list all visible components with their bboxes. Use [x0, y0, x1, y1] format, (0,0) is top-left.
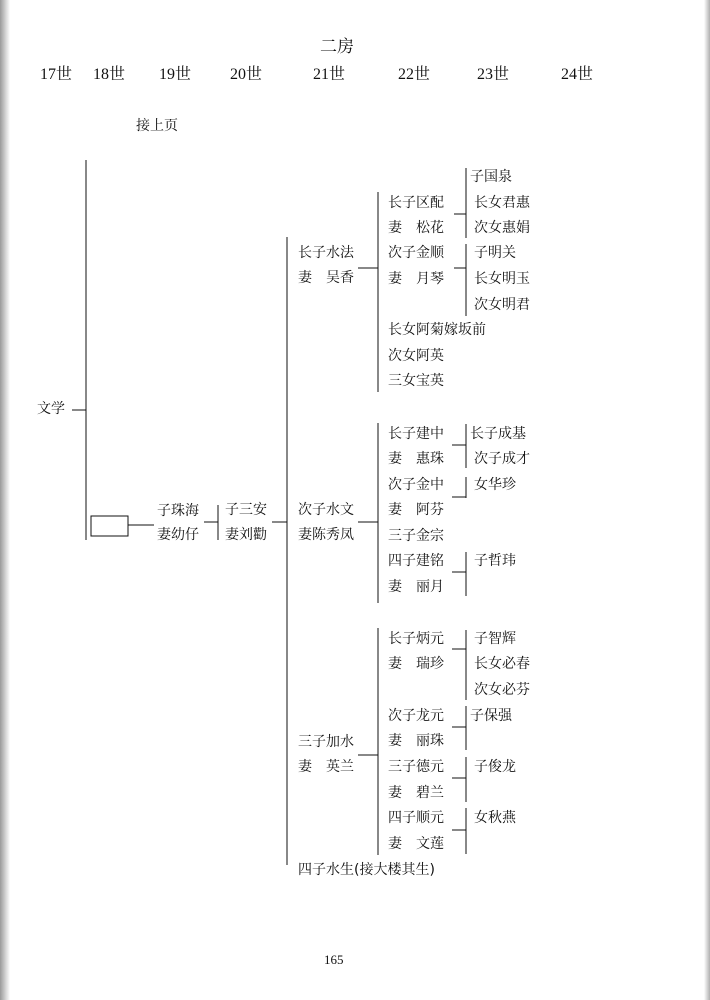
- page-number: 165: [324, 952, 344, 967]
- b1-c1-grandchild-3: 次女惠娟: [474, 220, 530, 236]
- b1-c2-grandchild-1: 子明关: [474, 245, 516, 261]
- branch-3-spouse: 妻 英兰: [298, 759, 354, 775]
- b1-child-5-name: 三女宝英: [388, 373, 444, 389]
- branch-1-name: 长子水法: [298, 245, 354, 261]
- branch-3-name: 三子加水: [298, 734, 354, 750]
- b2-child-2-spouse: 妻 阿芬: [388, 502, 444, 518]
- b3-c1-grandchild-2: 长女必春: [474, 656, 530, 672]
- generation-label-22: 22世: [398, 66, 431, 83]
- b1-c2-grandchild-2: 长女明玉: [474, 271, 530, 287]
- b1-child-1-spouse: 妻 松花: [388, 220, 444, 236]
- b1-child-2-name: 次子金顺: [388, 245, 444, 261]
- b2-c4-grandchild-1: 子哲玮: [474, 553, 516, 569]
- b3-child-4-spouse: 妻 文莲: [388, 836, 444, 852]
- b3-c1-grandchild-1: 子智辉: [474, 631, 516, 647]
- b3-child-1-name: 长子炳元: [388, 631, 444, 647]
- b1-child-4-name: 次女阿英: [388, 348, 444, 364]
- b3-c1-grandchild-3: 次女必芬: [474, 682, 530, 698]
- page-title: 二房: [320, 37, 354, 57]
- b2-child-3-name: 三子金宗: [388, 528, 444, 544]
- generation-label-19: 19世: [159, 66, 192, 83]
- b2-c1-grandchild-1: 长子成基: [470, 426, 526, 442]
- branch-2-name: 次子水文: [298, 502, 354, 518]
- b3-child-3-name: 三子德元: [388, 759, 444, 775]
- b3-child-4-name: 四子顺元: [388, 810, 444, 826]
- b2-child-1-spouse: 妻 惠珠: [388, 451, 444, 467]
- branch-2-spouse: 妻陈秀凤: [298, 527, 354, 543]
- generation-label-18: 18世: [93, 66, 126, 83]
- generation-label-24: 24世: [561, 66, 594, 83]
- b3-c4-grandchild-1: 女秋燕: [474, 810, 516, 826]
- b3-c2-grandchild-1: 子保强: [470, 708, 512, 724]
- b1-c1-grandchild-2: 长女君惠: [474, 195, 530, 211]
- b3-child-2-spouse: 妻 丽珠: [388, 733, 444, 749]
- b3-child-3-spouse: 妻 碧兰: [388, 785, 444, 801]
- b1-c1-grandchild-1: 子国泉: [470, 169, 512, 185]
- b3-child-2-name: 次子龙元: [388, 708, 444, 724]
- b2-child-4-name: 四子建铭: [388, 553, 444, 569]
- b3-child-1-spouse: 妻 瑞珍: [388, 656, 444, 672]
- branch-4-name: 四子水生(接大楼其生): [298, 862, 435, 878]
- generation-label-23: 23世: [477, 66, 510, 83]
- continued-note: 接上页: [136, 118, 178, 134]
- b2-c1-grandchild-2: 次子成才: [474, 451, 530, 467]
- b1-child-3-name: 长女阿菊嫁坂前: [388, 322, 486, 338]
- b2-child-4-spouse: 妻 丽月: [388, 579, 444, 595]
- branch-1-spouse: 妻 吴香: [298, 270, 354, 286]
- generation-label-20: 20世: [230, 66, 263, 83]
- b2-c2-grandchild-1: 女华珍: [474, 477, 516, 493]
- b1-child-1-name: 长子区配: [388, 195, 444, 211]
- generation-label-21: 21世: [313, 66, 346, 83]
- b3-c3-grandchild-1: 子俊龙: [474, 759, 516, 775]
- g20-spouse: 妻刘勸: [225, 527, 267, 543]
- b2-child-2-name: 次子金中: [388, 477, 444, 493]
- generation-label-17: 17世: [40, 66, 73, 83]
- root-name: 文学: [37, 401, 65, 417]
- b1-child-2-spouse: 妻 月琴: [388, 271, 444, 287]
- g19-spouse: 妻幼仔: [157, 527, 199, 543]
- g19-name: 子珠海: [157, 503, 199, 519]
- b1-c2-grandchild-3: 次女明君: [474, 297, 530, 313]
- g20-name: 子三安: [225, 502, 267, 518]
- b2-child-1-name: 长子建中: [388, 426, 444, 442]
